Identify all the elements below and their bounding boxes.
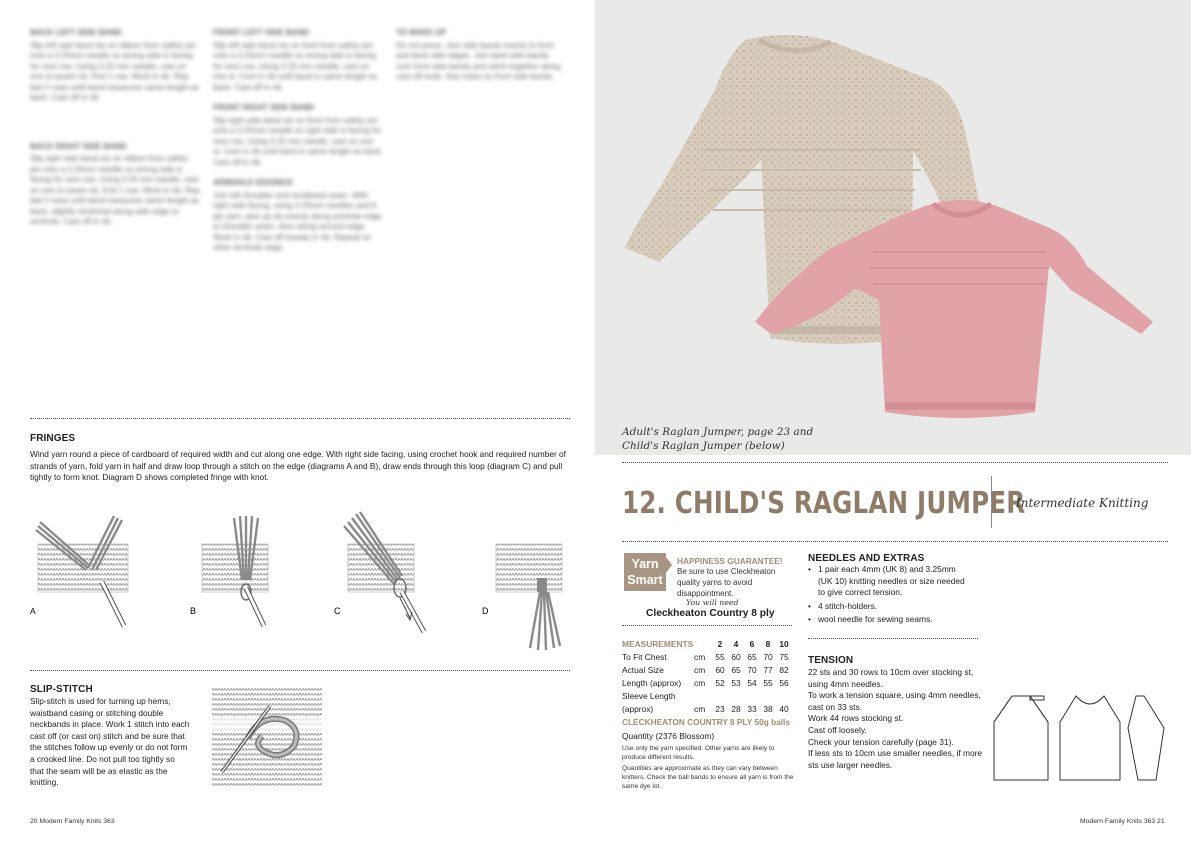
- happiness-heading: HAPPINESS GUARANTEE!: [677, 556, 783, 566]
- row-value: 70: [763, 651, 773, 662]
- measurement-row: [622, 702, 792, 715]
- row-label: Sleeve Length: [622, 690, 676, 701]
- tension-text: [808, 667, 983, 771]
- row-unit: cm: [694, 703, 706, 714]
- row-value: 56: [779, 677, 789, 688]
- row-value: 54: [747, 677, 757, 688]
- garment-schematic: [990, 688, 1170, 788]
- blurred-heading: FRONT RIGHT SIDE BAND: [213, 103, 314, 112]
- measurement-row: [622, 650, 792, 663]
- row-unit: cm: [694, 664, 706, 675]
- happiness-text: Be sure to use Cleckheaton quality yarns to avoid disappointment.: [677, 567, 776, 598]
- size-header: 2: [717, 638, 723, 649]
- tension-line: Check your tension carefully (page 31).: [808, 736, 954, 747]
- measurement-row: [622, 689, 792, 702]
- badge-line-2: Smart: [627, 573, 663, 587]
- tension-line: using 4mm needles.: [808, 678, 883, 689]
- row-value: 28: [731, 703, 741, 714]
- row-value: 38: [763, 703, 773, 714]
- diagram-d: [496, 544, 562, 650]
- row-label: (approx): [622, 703, 654, 714]
- sleeve-piece: [1128, 696, 1164, 780]
- tension-line: To work a tension square, using 4mm needles,: [808, 690, 981, 701]
- row-value: 60: [731, 651, 741, 662]
- left-page-footer: 20 Modern Family Knits 363: [30, 818, 115, 825]
- diagram-b: [202, 516, 268, 626]
- you-will-need: You will need: [686, 598, 739, 607]
- measurements-header-row: [622, 637, 792, 650]
- tension-line: cast on 33 sts.: [808, 701, 862, 712]
- row-value: 70: [747, 664, 757, 675]
- slipstitch-heading: SLIP-STITCH: [30, 684, 93, 695]
- blurred-paragraph: Slip left side band sts on ribbon from safety pin onto a 3.25mm needle so wrong side is facing for next row. Using 3.25 mm needle, cast on one st (seam st). Knit 1 row. Work in rib. Rep last 2 rows until band measures same length as back. Cast off in rib.: [30, 40, 199, 102]
- row-value: 65: [731, 664, 741, 675]
- tension-line: If less sts to 10cm use smaller needles, if more: [808, 748, 983, 759]
- skill-level: Intermediate Knitting: [1016, 496, 1149, 510]
- needles-item: • 4 stitch-holders.: [808, 600, 878, 611]
- row-value: 60: [715, 664, 725, 675]
- blurred-paragraph: Join left shoulder and neckband seam. With right side facing, using 3.25mm needles and 8 ply yarn, pick up sts evenly along armhole edge to shoulder seam, then along second edge. Work in rib. Cast off loosely in rib. Repeat on other armhole edge.: [213, 190, 382, 252]
- measurement-row: [622, 676, 792, 689]
- diagram-label-b: B: [190, 606, 197, 616]
- blurred-paragraph: Slip right side band sts on ribbon from safety pin onto a 3.25mm needle so wrong side is facing for next row. Using 3.25 mm needle, cast on one st (seam st). Knit 1 row. Work in rib. Rep last 2 rows until band measures same length as back, slightly stretched along side edge to armhole. Cast off in rib.: [30, 154, 200, 226]
- badge-arrow: [666, 557, 672, 573]
- balls-quantity: Quantity (2376 Blossom): [622, 731, 715, 741]
- section-divider: [30, 670, 570, 671]
- needles-item-text: wool needle for sewing seams.: [818, 614, 933, 625]
- diagram-label-c: C: [334, 606, 341, 616]
- blurred-paragraph: Do not press. Join side bands evenly to front and back side edges. Join back side bands over front side bands and stitch together along cast off ends. See notes on front side bands.: [396, 40, 561, 81]
- row-value: 55: [715, 651, 725, 662]
- row-value: 77: [763, 664, 773, 675]
- row-value: 23: [715, 703, 725, 714]
- photo-caption-line-1: Adult's Raglan Jumper, page 23 and: [622, 426, 814, 438]
- size-header: 6: [749, 638, 755, 649]
- photo-caption-line-2: Child's Raglan Jumper (below): [622, 440, 785, 452]
- row-unit: cm: [694, 651, 706, 662]
- fringe-diagrams: [30, 508, 570, 656]
- measurement-row: [622, 663, 792, 676]
- diagram-label-d: D: [482, 606, 489, 616]
- blurred-paragraph: Slip right side band sts on front from safety pin onto a 3.25mm needle so right side is facing for next row. Using 3.25 mm needle, cast on one st. Cont in rib until band is same length as back. Cast off in rib.: [213, 115, 383, 167]
- row-value: 40: [779, 703, 789, 714]
- yarn-divider: [622, 625, 792, 626]
- yarn-name: Cleckheaton Country 8 ply: [646, 608, 775, 619]
- blurred-paragraph: Slip left side band sts on front from safety pin onto a 3.25mm needle so wrong side is facing for next row. Using 3.25 mm needle, cast on one st. Cont in rib until band is same length as back. Cast off in rib.: [213, 40, 378, 92]
- needles-item: • 1 pair each 4mm (UK 8) and 3.25mm (UK 10) knitting needles or size needed to give correct tension.: [808, 564, 968, 599]
- row-unit: cm: [694, 677, 706, 688]
- blurred-heading: BACK RIGHT SIDE BAND: [30, 141, 127, 151]
- row-value: 52: [715, 677, 725, 688]
- slipstitch-diagram: [210, 688, 326, 788]
- row-label: To Fit Chest: [622, 651, 667, 662]
- front-piece: [1060, 696, 1120, 780]
- needles-heading: NEEDLES AND EXTRAS: [808, 553, 925, 564]
- row-value: 65: [747, 651, 757, 662]
- needles-divider: [808, 638, 978, 639]
- tension-line: Work 44 rows stocking st.: [808, 713, 904, 724]
- title-divider: [622, 462, 1168, 463]
- blurred-heading: TO MAKE UP: [396, 28, 447, 37]
- blurred-heading: ARMHOLE EDGINGS: [213, 178, 293, 187]
- measurements-heading: MEASUREMENTS: [622, 638, 694, 649]
- row-value: 55: [763, 677, 773, 688]
- needles-item: • wool needle for sewing seams.: [808, 614, 933, 625]
- row-value: 53: [731, 677, 741, 688]
- balls-note-1: Use only the yarn specified. Other yarns are likely to produce different results.: [622, 745, 775, 762]
- blurred-column-3: [396, 28, 566, 93]
- fringes-heading: FRINGES: [30, 433, 76, 444]
- section-divider: [30, 418, 570, 419]
- back-piece: [994, 696, 1048, 780]
- tension-line: Cast off loosely.: [808, 724, 867, 735]
- measurements-table: [622, 637, 792, 715]
- row-value: 33: [747, 703, 757, 714]
- needles-list: [808, 564, 968, 626]
- row-label: Length (approx): [622, 677, 682, 688]
- balls-note-2: Quantities are approximate as they can vary between knitters. Check the ball bands to ensure all yarn is from the same dye lot.: [622, 765, 794, 791]
- diagram-label-a: A: [30, 606, 36, 616]
- row-value: 82: [779, 664, 789, 675]
- slipstitch-text: Slip-stitch is used for turning up hems, waistband casing or stitching double neckbands in place. Work 1 stitch into each cast off (or cast on) stitch and be sure that the stitches follow up evenly or do not form a crooked line. Do not pull too tightly so that the seam will be as elastic as the knitting.: [30, 696, 190, 788]
- pattern-title: 12. CHILD'S RAGLAN JUMPER: [622, 486, 1026, 521]
- title-separator: [991, 476, 992, 528]
- needles-item-text: 1 pair each 4mm (UK 8) and 3.25mm (UK 10) knitting needles or size needed to give correct tension.: [818, 564, 965, 598]
- balls-heading: CLECKHEATON COUNTRY 8 PLY 50g balls: [622, 717, 790, 727]
- needles-item-text: 4 stitch-holders.: [818, 600, 878, 611]
- sweater-photo: [595, 0, 1191, 455]
- blurred-heading: BACK LEFT SIDE BAND: [30, 28, 122, 37]
- size-header: 10: [779, 638, 789, 649]
- tension-line: sts use larger needles.: [808, 759, 893, 770]
- blurred-column-1: [30, 28, 200, 238]
- blurred-heading: FRONT LEFT SIDE BAND: [213, 28, 309, 37]
- right-page-footer: Modern Family Knits 363 21: [1080, 818, 1165, 825]
- tension-heading: TENSION: [808, 655, 854, 666]
- tension-line: 22 sts and 30 rows to 10cm over stocking st,: [808, 667, 974, 677]
- badge-line-1: Yarn: [631, 557, 659, 571]
- sweater-photo-art: [595, 0, 1191, 455]
- row-value: 75: [779, 651, 789, 662]
- blurred-column-2: [213, 28, 383, 264]
- diagram-a: [36, 516, 128, 626]
- size-header: 4: [733, 638, 739, 649]
- diagram-c: [344, 512, 424, 632]
- row-label: Actual Size: [622, 664, 664, 675]
- yarn-smart-badge: [624, 553, 666, 591]
- size-header: 8: [765, 638, 771, 649]
- title-divider: [622, 541, 1168, 542]
- fringes-text: Wind yarn round a piece of cardboard of required width and cut along one edge. With right side facing, using crochet hook and required number of strands of yarn, fold yarn in half and draw loop through a stitch on the edge (diagrams A and B), draw ends through this loop (diagram C) and pull tightly to form knot. Diagram D shows completed fringe with knot.: [30, 449, 566, 483]
